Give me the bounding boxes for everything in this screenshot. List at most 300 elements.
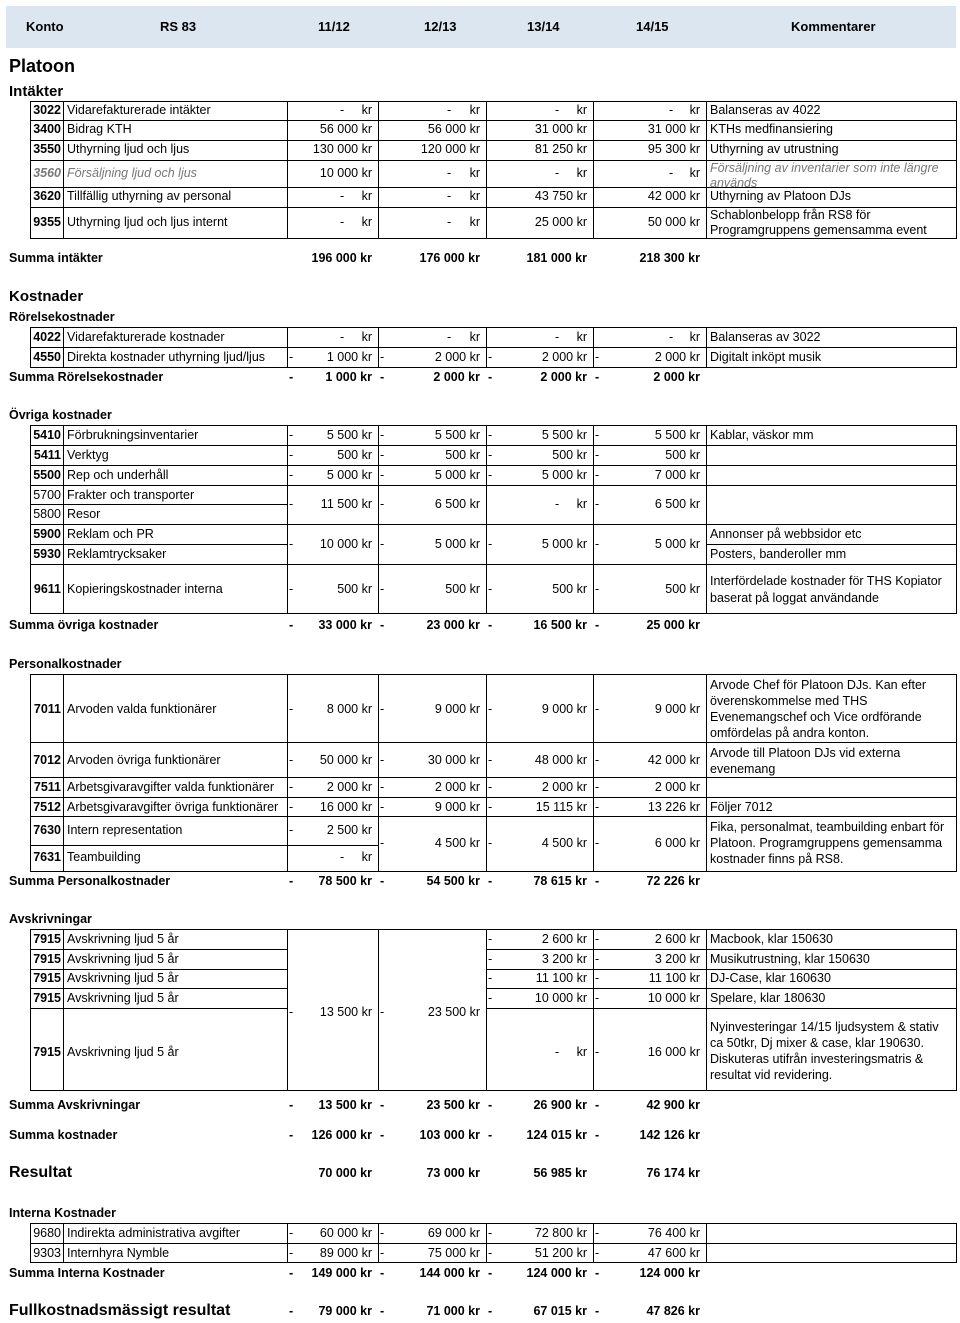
value-v3-sign: - [488,800,493,814]
value-v3-sign: - [555,1045,560,1059]
account-name: Reklam och PR [67,527,154,541]
value-v4: 42 000 kr [647,189,700,203]
comment: Uthyrning av utrustning [710,142,839,156]
value-v1: 2 500 kr [326,823,372,837]
summary-v2-sign: - [380,370,385,384]
col-divider [63,929,64,1091]
value-v2: kr [469,102,480,117]
summary-v2-sign: - [380,1098,385,1112]
value-v1-sign: - [289,1226,294,1240]
header-kommentarer: Kommentarer [791,19,876,34]
account-number: 9611 [33,582,61,596]
value-v3: 43 750 kr [534,189,587,203]
value-v1: 11 500 kr [320,497,372,511]
account-number: 5700 [33,488,61,502]
value-v4: 76 400 kr [647,1226,700,1240]
value-v3: 9 000 kr [541,702,587,716]
value-v2-sign: - [380,780,385,794]
value-v4: 11 100 kr [648,971,700,986]
comment: används [710,176,758,190]
account-name: Teambuilding [67,850,141,864]
comment: Försäljning av inventarier som inte längre [710,161,939,175]
value-v4-sign: - [595,1245,600,1260]
value-v1: 89 000 kr [319,1245,372,1260]
account-name: Avskrivning ljud 5 år [67,951,179,966]
value-v3: 72 800 kr [534,1226,587,1240]
col-divider [486,674,487,872]
summary-v4-sign: - [595,1098,600,1112]
comment: Följer 7012 [710,800,773,814]
row-divider [30,524,957,525]
row-divider [30,120,957,121]
col-divider [287,1223,288,1262]
section-kostnader: Kostnader [9,288,84,305]
value-v2: 30 000 kr [427,753,480,767]
section-intakter: Intäkter [9,83,64,100]
value-v4-sign: - [595,468,600,482]
col-divider [593,1223,594,1262]
summary-v1: 149 000 kr [311,1266,372,1280]
summary-v4: 2 000 kr [653,370,700,384]
summary-v1-sign: - [289,874,294,888]
summary-v3: 124 015 kr [526,1128,587,1142]
comment: Annonser på webbsidor etc [710,527,862,541]
col-divider [486,327,487,367]
value-v3: kr [576,330,587,344]
summary-v4: 142 126 kr [639,1128,700,1142]
value-v3: 3 200 kr [541,951,587,966]
comment: Arvode Chef för Platoon DJs. Kan efter [710,678,927,692]
row-divider [30,544,287,545]
value-v2: 2 000 kr [434,780,480,794]
account-name: Resor [67,507,101,521]
summary-v4-sign: - [595,1128,600,1142]
value-v1: 13 500 kr [319,1005,372,1019]
col-divider [706,101,707,238]
summary-v3: 56 985 kr [533,1166,587,1180]
value-v3-sign: - [488,780,493,794]
comment: Uthyrning av Platoon DJs [710,189,852,203]
value-v3: 2 000 kr [541,350,587,364]
value-v2-sign: - [380,350,385,364]
value-v1-sign: - [289,1005,294,1019]
row-divider [30,988,287,989]
col-divider [706,425,707,614]
comment: Evenemangschef och Vice ordförande [710,710,922,724]
account-number: 3022 [33,102,61,117]
summary-v3: 16 500 kr [533,618,587,632]
value-v1: 10 000 kr [319,165,372,180]
value-v1: 56 000 kr [319,122,372,136]
value-v2-sign: - [380,1005,385,1019]
value-v4: 16 000 kr [647,1045,700,1059]
value-v4: 50 000 kr [647,214,700,229]
row-divider [30,777,957,778]
account-number: 7630 [33,823,61,837]
summary-v4: 124 000 kr [639,1266,700,1280]
section-avskrivningar: Avskrivningar [9,912,92,926]
account-number: 5800 [33,507,61,521]
row-divider [30,187,957,188]
col-divider [63,1223,64,1262]
summary-v4-sign: - [595,618,600,632]
account-number: 7631 [33,850,61,864]
comment: Spelare, klar 180630 [710,991,826,1006]
value-v4: kr [689,102,700,117]
row-divider [486,969,957,970]
section-personal: Personalkostnader [9,657,122,671]
account-name: Bidrag KTH [67,122,132,136]
col-divider [287,929,288,1091]
account-number: 7915 [33,951,61,966]
value-v1: 2 000 kr [326,780,372,794]
col-divider [63,425,64,614]
value-v2-sign: - [380,1245,385,1260]
summary-v2: 144 000 kr [419,1266,480,1280]
value-v1-sign: - [289,468,294,482]
value-v1-sign: - [289,780,294,794]
comment: Programgruppens gemensamma event [710,223,927,237]
value-v4-sign: - [595,702,600,716]
col-divider [486,101,487,238]
value-v2-sign: - [380,428,385,442]
value-v4: 5 500 kr [654,428,700,442]
summary-v2: 23 500 kr [426,1098,480,1112]
account-number: 9680 [33,1226,61,1240]
value-v2-sign: - [447,214,452,229]
value-v1: 5 000 kr [326,468,372,482]
header-y3: 13/14 [527,19,560,34]
account-name: Avskrivning ljud 5 år [67,932,179,946]
value-v2-sign: - [380,753,385,767]
account-name: Verktyg [67,448,109,462]
summary-v3-sign: - [488,618,493,632]
summary-v3: 2 000 kr [540,370,587,384]
account-name: Kopieringskostnader interna [67,582,223,596]
summary-v2-sign: - [380,1128,385,1142]
account-name: Direkta kostnader uthyrning ljud/ljus [67,350,266,364]
account-number: 9355 [33,214,61,229]
comment: DJ-Case, klar 160630 [710,971,831,986]
row-divider [30,797,957,798]
row-divider [486,949,957,950]
account-number: 7915 [33,971,61,986]
value-v4: 2 600 kr [654,932,700,946]
value-v3: 500 kr [552,448,587,462]
row-divider [706,544,957,545]
value-v3: 11 100 kr [535,971,587,986]
account-number: 9303 [33,1245,61,1260]
comment: Arvode till Platoon DJs vid externa [710,746,901,760]
summary-label: Summa kostnader [9,1128,118,1142]
value-v4-sign: - [595,780,600,794]
value-v1-sign: - [289,753,294,767]
col-divider [63,101,64,238]
col-divider [287,425,288,614]
account-name: Tillfällig uthyrning av personal [67,189,232,203]
account-name: Vidarefakturerade kostnader [67,330,225,344]
account-number: 7012 [33,753,61,767]
summary-v2: 2 000 kr [433,370,480,384]
value-v4: kr [689,165,700,180]
summary-v3: 78 615 kr [533,874,587,888]
value-v2-sign: - [447,330,452,344]
col-divider [593,674,594,872]
comment: Schablonbelopp från RS8 för [710,208,871,222]
value-v2-sign: - [380,448,385,462]
value-v3: 5 000 kr [541,468,587,482]
value-v3: 48 000 kr [534,753,587,767]
value-v4-sign: - [669,102,674,117]
row-divider [486,1008,957,1009]
row-divider [30,347,957,348]
col-divider [63,674,64,872]
value-v2-sign: - [380,497,385,511]
value-v2-sign: - [447,165,452,180]
value-v4-sign: - [595,428,600,442]
account-name: Försäljning ljud och ljus [67,165,197,180]
summary-v2: 176 000 kr [419,251,480,265]
value-v4: 3 200 kr [654,951,700,966]
value-v2: 500 kr [445,448,480,462]
value-v3: 15 115 kr [535,800,587,814]
header-konto: Konto [26,19,64,34]
value-v1: 130 000 kr [312,142,372,156]
value-v3-sign: - [488,836,493,850]
comment: Digitalt inköpt musik [710,350,822,364]
value-v1-sign: - [289,537,294,551]
summary-v4-sign: - [595,874,600,888]
value-v2-sign: - [447,189,452,203]
summary-v1-sign: - [289,1128,294,1142]
summary-v2: 103 000 kr [419,1128,480,1142]
summary-v3: 67 015 kr [533,1304,587,1318]
summary-v1: 126 000 kr [311,1128,372,1142]
account-number: 7011 [33,702,61,716]
value-v4-sign: - [595,497,600,511]
value-v4-sign: - [595,753,600,767]
value-v2-sign: - [380,537,385,551]
value-v2: 9 000 kr [434,702,480,716]
summary-v4: 25 000 kr [646,618,700,632]
col-divider [378,929,379,1091]
account-number: 4022 [33,330,61,344]
summary-v1: 33 000 kr [318,618,372,632]
summary-v4: 72 226 kr [646,874,700,888]
section-interna: Interna Kostnader [9,1206,116,1220]
summary-v3-sign: - [488,1098,493,1112]
value-v3-sign: - [488,1245,493,1260]
header-y4: 14/15 [636,19,669,34]
value-v2: 5 000 kr [434,468,480,482]
col-divider [378,327,379,367]
comment: Interfördelade kostnader för THS Kopiator [710,574,942,588]
value-v1: kr [361,189,372,203]
value-v3: 10 000 kr [534,991,587,1006]
value-v1-sign: - [340,214,345,229]
value-v4: 500 kr [665,448,700,462]
col-divider [593,929,594,1091]
value-v4-sign: - [669,165,674,180]
col-divider [378,1223,379,1262]
value-v1: kr [361,330,372,344]
value-v3-sign: - [488,582,493,596]
row-divider [30,816,957,817]
value-v1-sign: - [289,448,294,462]
value-v3: 2 000 kr [541,780,587,794]
comment: Macbook, klar 150630 [710,932,833,946]
col-divider [486,425,487,614]
col-divider [486,929,487,1091]
summary-label: Resultat [9,1164,73,1181]
value-v1-sign: - [340,850,345,864]
value-v4: 2 000 kr [654,780,700,794]
value-v1-sign: - [340,102,345,117]
value-v4: 6 000 kr [654,836,700,850]
value-v4: 31 000 kr [647,122,700,136]
value-v1: kr [361,850,372,864]
account-number: 5900 [33,527,61,541]
row-divider [30,140,957,141]
account-name: Avskrivning ljud 5 år [67,971,179,986]
comment: Diskuteras utifrån investeringsmatris & [710,1052,924,1066]
account-name: Indirekta administrativa avgifter [67,1226,240,1240]
summary-label: Summa Avskrivningar [9,1098,141,1112]
value-v4-sign: - [669,330,674,344]
value-v1: 500 kr [337,448,372,462]
value-v1: 1 000 kr [326,350,372,364]
value-v4: 47 600 kr [647,1245,700,1260]
value-v3-sign: - [488,951,493,966]
summary-v3-sign: - [488,874,493,888]
row-divider [30,445,957,446]
value-v4: 2 000 kr [654,350,700,364]
value-v4-sign: - [595,582,600,596]
column-header-bar [6,6,956,48]
value-v1-sign: - [289,1245,294,1260]
row-divider [30,504,287,505]
value-v1-sign: - [289,702,294,716]
value-v4-sign: - [595,350,600,364]
account-number: 7512 [33,800,61,814]
value-v3-sign: - [555,497,560,511]
col-divider [706,1223,707,1262]
account-name: Arvoden övriga funktionärer [67,753,221,767]
value-v3: 4 500 kr [541,836,587,850]
account-name: Vidarefakturerade intäkter [67,102,211,117]
value-v1: 16 000 kr [319,800,372,814]
value-v3: kr [576,165,587,180]
value-v3-sign: - [488,1226,493,1240]
summary-v1-sign: - [289,1304,294,1318]
value-v3-sign: - [488,448,493,462]
account-number: 5410 [33,428,61,442]
summary-v4: 76 174 kr [646,1166,700,1180]
value-v3: 5 000 kr [541,537,587,551]
account-name: Rep och underhåll [67,468,169,482]
account-number: 5930 [33,547,61,561]
summary-label: Summa Interna Kostnader [9,1266,165,1280]
header-rs: RS 83 [160,19,197,34]
summary-v3-sign: - [488,370,493,384]
comment: ca 50tkr, Dj mixer & case, klar 190630. [710,1036,924,1050]
summary-label: Summa intäkter [9,251,103,265]
account-name: Internhyra Nymble [67,1245,170,1260]
account-name: Arbetsgivaravgifter valda funktionärer [67,780,275,794]
col-divider [593,327,594,367]
summary-v3: 124 000 kr [526,1266,587,1280]
summary-v2: 71 000 kr [426,1304,480,1318]
value-v1: kr [361,214,372,229]
account-name: Arbetsgivaravgifter övriga funktionärer [67,800,279,814]
col-divider [378,425,379,614]
account-name: Frakter och transporter [67,488,195,502]
value-v4: 7 000 kr [654,468,700,482]
value-v2-sign: - [380,468,385,482]
account-number: 7915 [33,1045,61,1059]
comment: evenemang [710,762,776,776]
summary-label: Fullkostnadsmässigt resultat [9,1302,231,1319]
summary-v3-sign: - [488,1266,493,1280]
summary-v1: 1 000 kr [325,370,372,384]
value-v4-sign: - [595,448,600,462]
value-v2: 6 500 kr [434,497,480,511]
summary-v2-sign: - [380,874,385,888]
value-v2: kr [469,214,480,229]
value-v2: 56 000 kr [427,122,480,136]
page-title: Platoon [9,56,75,76]
comment: Fika, personalmat, teambuilding enbart för [710,820,945,834]
value-v3-sign: - [488,428,493,442]
summary-v2: 73 000 kr [426,1166,480,1180]
value-v3: 51 200 kr [534,1245,587,1260]
comment: Musikutrustning, klar 150630 [710,951,870,966]
summary-v1: 196 000 kr [311,251,372,265]
value-v3-sign: - [488,753,493,767]
row-divider [30,564,957,565]
value-v1-sign: - [289,350,294,364]
col-divider [378,101,379,238]
value-v1-sign: - [340,330,345,344]
value-v2: 69 000 kr [427,1226,480,1240]
value-v3-sign: - [488,537,493,551]
row-divider [30,1243,957,1244]
account-number: 5500 [33,468,61,482]
value-v4-sign: - [595,1045,600,1059]
value-v2: 75 000 kr [427,1245,480,1260]
comment: KTHs medfinansiering [710,122,833,136]
summary-v1: 13 500 kr [318,1098,372,1112]
account-name: Uthyrning ljud och ljus internt [67,214,228,229]
value-v3: kr [576,1045,587,1059]
row-divider [30,845,378,846]
summary-v4-sign: - [595,370,600,384]
row-divider [30,465,957,466]
header-y2: 12/13 [424,19,457,34]
row-divider [30,949,287,950]
account-name: Reklamtrycksaker [67,547,167,561]
value-v2-sign: - [380,1226,385,1240]
summary-v2-sign: - [380,1304,385,1318]
value-v3-sign: - [488,932,493,946]
value-v2: 4 500 kr [434,836,480,850]
row-divider [30,742,957,743]
value-v2: 120 000 kr [420,142,480,156]
account-number: 3620 [33,189,61,203]
row-divider [30,969,287,970]
summary-v4: 47 826 kr [646,1304,700,1318]
summary-v1: 78 500 kr [318,874,372,888]
